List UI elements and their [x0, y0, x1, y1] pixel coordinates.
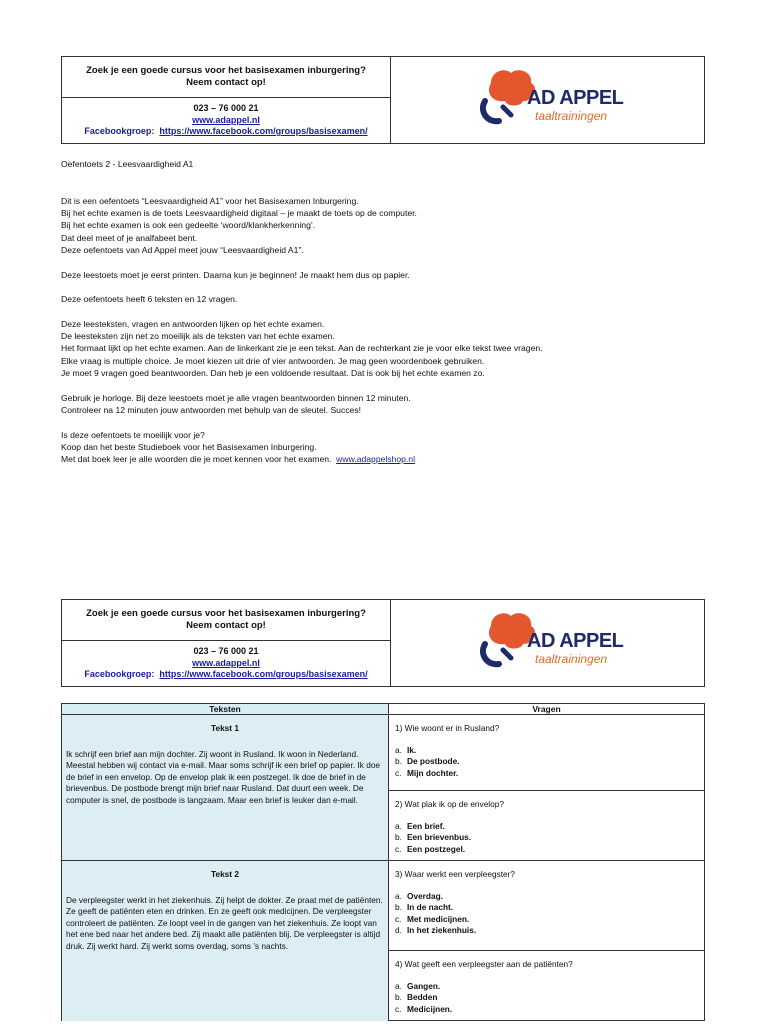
intro-line: Bij het echte examen is de toets Leesvaardigheid digitaal – je maakt de toets op de computer.	[61, 208, 417, 219]
answer-option[interactable]: c. Met medicijnen.	[395, 913, 470, 924]
text-body: De verpleegster werkt in het ziekenhuis. Zij helpt de dokter. Ze praat met de patiënten. Ze geeft de patiënten eten en drinken. En ze geeft ook medicijnen. De verpleegster controleert de patiënten. Ze loopt veel in de gangen van het ziekenhuis. Ze loopt van het ene bed naar het andere bed. Zij maakt alle patiënten blij. De verpleegster is altijd druk. Zij werkt hard. Zij werkt soms overdag, soms ’s nachts.	[66, 894, 383, 951]
contact-call: Neem contact op!	[186, 620, 266, 631]
answer-option[interactable]: a. Ik.	[395, 744, 417, 755]
phone-number: 023 – 76 000 21	[193, 646, 259, 657]
contact-details	[62, 641, 390, 686]
instructions	[61, 158, 543, 465]
logo-tagline: taaltrainingen	[535, 652, 608, 666]
contact-header	[61, 56, 705, 144]
ad-appel-logo	[477, 610, 627, 674]
website-link[interactable]: www.adappel.nl	[192, 657, 260, 668]
answer-option[interactable]: d. In het ziekenhuis.	[395, 925, 477, 936]
logo-tagline: taaltrainingen	[535, 109, 608, 123]
text-title: Tekst 2	[211, 869, 239, 879]
question-text: 2) Wat plak ik op de envelop?	[395, 799, 504, 809]
time-note: Controleer na 12 minuten jouw antwoorden met behulp van de sleutel. Succes!	[61, 404, 362, 415]
answer-option[interactable]: c. Mijn dochter.	[395, 767, 459, 778]
answer-option[interactable]: c. Een postzegel.	[395, 843, 466, 854]
answer-option[interactable]: b. Een brievenbus.	[395, 832, 472, 843]
logo-cell	[391, 600, 704, 686]
logo-wordmark: AD APPEL	[527, 630, 624, 652]
course-question-line: Zoek je een goede cursus voor het basisexamen inburgering?	[86, 608, 366, 619]
answer-option[interactable]: b. In de nacht.	[395, 902, 454, 913]
text-title: Tekst 1	[211, 723, 239, 733]
text-block	[62, 861, 389, 1021]
question-block	[389, 951, 704, 1021]
text-body: Ik schrijf een brief aan mijn dochter. Zij woont in Rusland. Ik woon in Nederland. Meestal hebben wij contact via e-mail. Maar soms schrijf ik een brief op papier. Ik doe de brief in een envelop. Op de envelop plak ik een postzegel. Ik doe de brief in de brievenbus. De postbode brengt mijn brief naar Rusland. Dat duurt een week. De computer is snel, de postbode is langzaam. Maar een brief is leuker dan e-mail.	[66, 748, 381, 805]
contact-call: Neem contact op!	[186, 77, 266, 88]
website-link[interactable]: www.adappel.nl	[192, 114, 260, 125]
course-question	[62, 57, 390, 98]
count-note: Deze oefentoets heeft 6 teksten en 12 vragen.	[61, 294, 238, 305]
format-note: De leesteksten zijn net zo moeilijk als de teksten van het echte examen.	[61, 331, 335, 342]
contact-details	[62, 98, 390, 143]
format-note: Elke vraag is multiple choice. Je moet kiezen uit drie of vier antwoorden. Je mag geen woordenboek gebruiken.	[61, 355, 485, 366]
question-text: 3) Waar werkt een verpleegster?	[395, 869, 516, 879]
question-block	[389, 791, 704, 861]
question-block	[389, 715, 704, 791]
column-header-vragen: Vragen	[389, 704, 704, 715]
facebook-link[interactable]: https://www.facebook.com/groups/basisexamen/	[159, 669, 368, 680]
intro-line: Bij het echte examen is ook een gedeelte ‘woord/klankherkenning’.	[61, 220, 316, 231]
format-note: Het formaat lijkt op het echte examen. Aan de linkerkant zie je een tekst. Aan de rechterkant zie je voor elke tekst twee vragen.	[61, 343, 543, 354]
study-note: Met dat boek leer je alle woorden die je moet kennen voor het examen.	[61, 454, 332, 465]
format-note: Je moet 9 vragen goed beantwoorden. Dan heb je een voldoende resultaat. Dat is ook bij het echte examen zo.	[61, 368, 485, 379]
course-question	[62, 600, 390, 641]
facebook-label: Facebookgroep:	[84, 669, 155, 680]
question-text: 1) Wie woont er in Rusland?	[395, 723, 500, 733]
intro-line: Deze oefentoets van Ad Appel meet jouw “Leesvaardigheid A1”.	[61, 245, 304, 256]
shop-link[interactable]: www.adappelshop.nl	[336, 454, 416, 465]
answer-option[interactable]: a. Overdag.	[395, 890, 443, 901]
intro-line: Dat deel meet of je analfabeet bent.	[61, 232, 198, 243]
study-note: Is deze oefentoets te moeilijk voor je?	[61, 429, 205, 440]
contact-info	[62, 600, 391, 686]
intro-line: Dit is een oefentoets “Leesvaardigheid A1” voor het Basisexamen Inburgering.	[61, 195, 359, 206]
answer-option[interactable]: c. Medicijnen.	[395, 1003, 453, 1014]
logo-wordmark: AD APPEL	[527, 87, 624, 109]
time-note: Gebruik je horloge. Bij deze leestoets moet je alle vragen beantwoorden binnen 12 minuten.	[61, 392, 411, 403]
print-note: Deze leestoets moet je eerst printen. Daarna kun je beginnen! Je maakt hem dus op papier.	[61, 269, 410, 280]
format-note: Deze leesteksten, vragen en antwoorden lijken op het echte examen.	[61, 318, 325, 329]
phone-number: 023 – 76 000 21	[193, 103, 259, 114]
answer-option[interactable]: a. Een brief.	[395, 820, 445, 831]
page-title: Oefentoets 2 - Leesvaardigheid A1	[61, 159, 194, 169]
facebook-label: Facebookgroep:	[84, 126, 155, 137]
column-header-teksten: Teksten	[62, 704, 389, 715]
ad-appel-logo	[477, 67, 627, 131]
course-question-line: Zoek je een goede cursus voor het basisexamen inburgering?	[86, 65, 366, 76]
facebook-link[interactable]: https://www.facebook.com/groups/basisexamen/	[159, 126, 368, 137]
question-block	[389, 861, 704, 951]
contact-header	[61, 599, 705, 687]
answer-option[interactable]: a. Gangen.	[395, 980, 441, 991]
contact-info	[62, 57, 391, 143]
answer-option[interactable]: b. De postbode.	[395, 756, 460, 767]
study-note: Koop dan het beste Studieboek voor het Basisexamen Inburgering.	[61, 441, 317, 452]
exercise-table	[61, 703, 705, 1021]
question-text: 4) Wat geeft een verpleegster aan de patiënten?	[395, 959, 573, 969]
logo-cell	[391, 57, 704, 143]
text-block	[62, 715, 389, 861]
answer-option[interactable]: b. Bedden	[395, 992, 438, 1003]
